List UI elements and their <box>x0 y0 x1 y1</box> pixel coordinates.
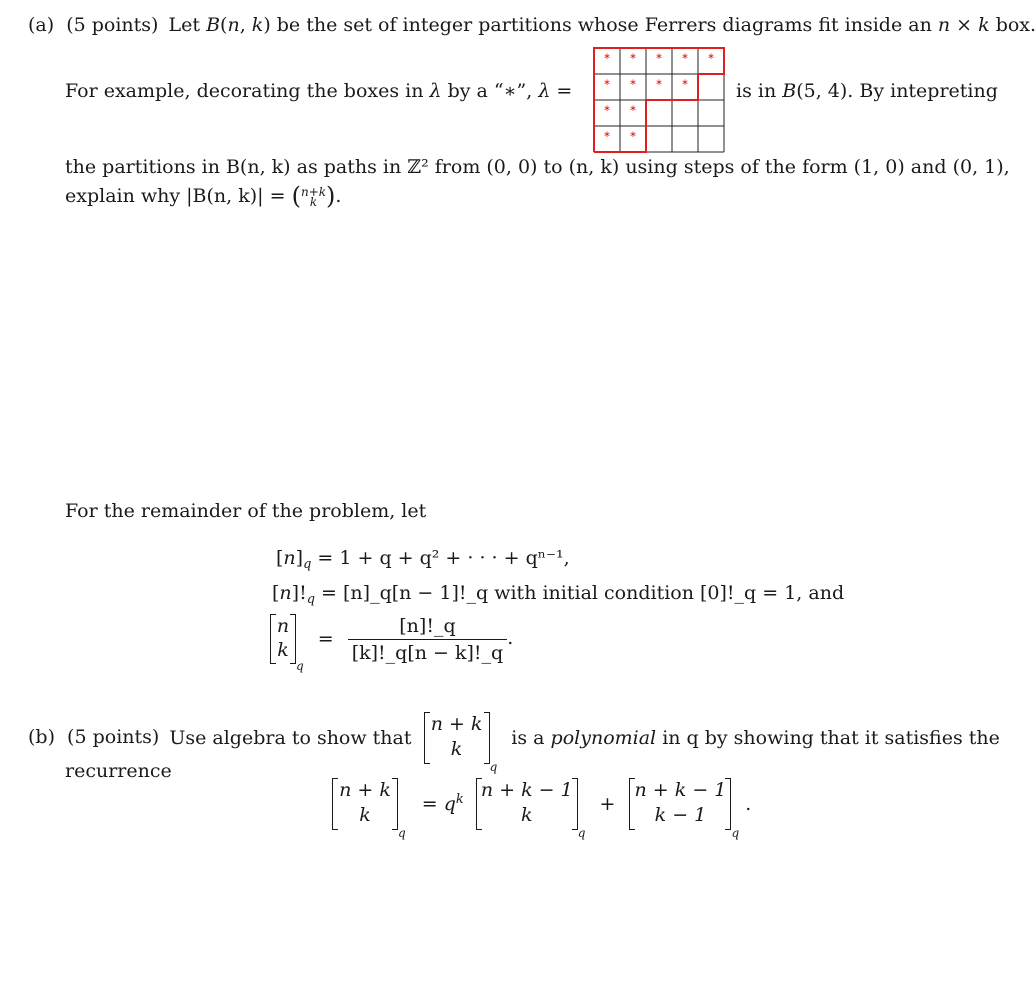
example-post: is in <box>736 80 777 102</box>
part-b-text-pre: Use algebra to show that <box>169 727 412 749</box>
part-b-label: (b) <box>28 726 55 748</box>
recurrence-equation: n + k k $_q = q^k$ n + k − 1 k $_q$ + n + k − 1 k − 1 $_q$ . <box>332 778 751 840</box>
star-mark: ∗ <box>603 104 611 114</box>
star-mark: ∗ <box>603 52 611 62</box>
part-a-example-left: For example, decorating the boxes in λ by a “∗”, λ = <box>65 80 573 102</box>
def1-rhs: = 1 + q + q² + · · · + qⁿ⁻¹, <box>317 547 570 569</box>
part-b-text-post-pre: is a <box>511 727 545 749</box>
part-b-text-post: in q by showing that it satisfies the <box>662 727 1000 749</box>
example-mid: by a “∗”, <box>447 80 533 102</box>
star-mark: ∗ <box>603 130 611 140</box>
b-bracket-top: n + k <box>430 713 483 735</box>
part-a-line1: (a) (5 points) Let B(n, k) be the set of integer partitions whose Ferrers diagrams fit inside an n × k box. <box>28 14 1036 36</box>
def2-rhs: = [n]_q[n − 1]!_q with initial condition [0]!_q = 1, and <box>321 582 845 604</box>
part-a-let: Let <box>168 14 201 36</box>
part-a-label: (a) <box>28 14 55 36</box>
star-mark: ∗ <box>629 130 637 140</box>
rec-b2-bot: k <box>520 804 533 826</box>
star-mark: ∗ <box>681 52 689 62</box>
ferrers-diagram <box>592 46 728 159</box>
def-qbinom: n k $_q$ = $\frac{[n]!\_q}{[k]!\_q[n - k]!\_q}$ . <box>270 614 513 673</box>
def3-num: [n]!_q <box>348 615 508 640</box>
star-mark: ∗ <box>681 78 689 88</box>
part-a-line4: explain why |B(n, k)| = ( n+k k ). <box>65 182 342 210</box>
part-b-line1: (b) (5 points) Use algebra to show that n + k k $_q$ is a polynomial in q by showing that it satisfies the <box>28 713 1000 774</box>
star-mark: ∗ <box>603 78 611 88</box>
star-mark: ∗ <box>629 52 637 62</box>
part-a-example-right: is in B(5, 4). By intepreting <box>736 80 998 102</box>
def-qint: $[n]_q = 1 + q + q^2$ + · · · + qⁿ⁻¹, <box>276 547 570 572</box>
example-pre: For example, decorating the boxes in <box>65 80 424 102</box>
b-bracket-bot: k <box>450 738 463 760</box>
explain-why: explain why |B(n, k)| = <box>65 185 286 207</box>
binom-top: n+k <box>300 185 327 199</box>
star-mark: ∗ <box>655 52 663 62</box>
part-a-box-word: box. <box>995 14 1036 36</box>
binom-bot: k <box>309 195 318 209</box>
remainder-intro: For the remainder of the problem, let <box>65 500 427 522</box>
recurrence-word: recurrence <box>65 760 172 782</box>
rec-b1-top: n + k <box>339 779 391 801</box>
def-qfact: $[n]!_q$ = [n]_q[n − 1]!_q with initial condition [0]!_q = 1, and <box>272 582 845 607</box>
part-b-italic: polynomial <box>550 727 657 749</box>
star-mark: ∗ <box>707 52 715 62</box>
rec-b1-bot: k <box>359 804 371 826</box>
part-a-points: (5 points) <box>66 14 159 36</box>
part-a-line1-text: be the set of integer partitions whose Ferrers diagrams fit inside an <box>276 14 932 36</box>
part-a-line3: the partitions in B(n, k) as paths in ℤ² from (0, 0) to (n, k) using steps of the form (1, 0) and (0, 1), <box>65 156 1010 178</box>
part-b-points: (5 points) <box>67 726 160 748</box>
star-mark: ∗ <box>655 78 663 88</box>
def3-den: [k]!_q[n − k]!_q <box>351 641 504 664</box>
rec-b3-bot: k − 1 <box>654 804 707 826</box>
ferrers-svg <box>592 46 728 154</box>
rec-b2-top: n + k − 1 <box>480 779 573 801</box>
rec-b3-top: n + k − 1 <box>634 779 727 801</box>
star-mark: ∗ <box>629 78 637 88</box>
example-post2: . By intepreting <box>847 80 998 102</box>
star-mark: ∗ <box>629 104 637 114</box>
